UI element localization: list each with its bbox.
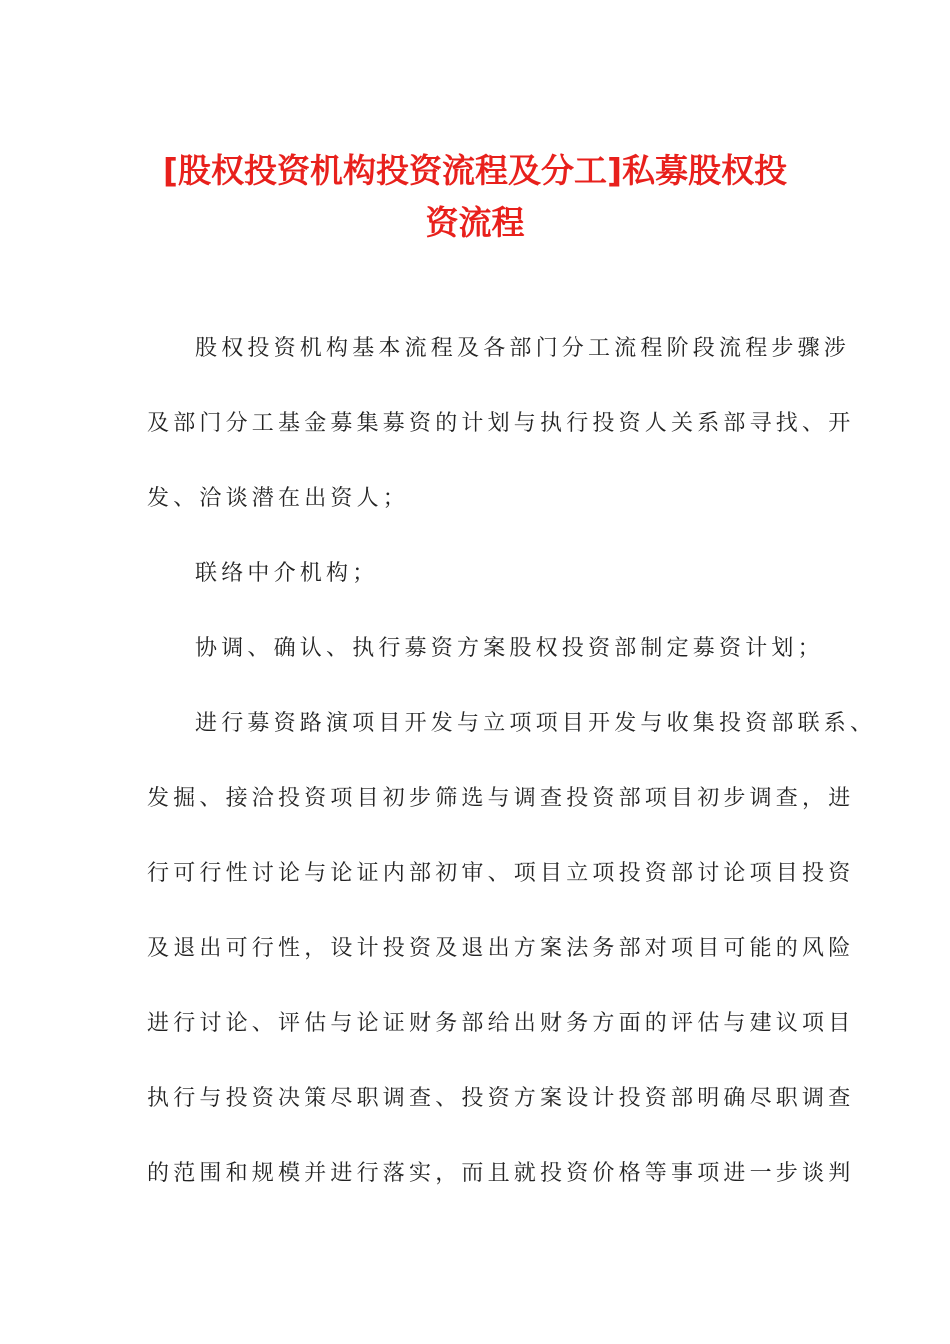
paragraph-line-1: 股权投资机构基本流程及各部门分工流程阶段流程步骤涉 xyxy=(195,336,851,361)
paragraph-line-3: 发、洽谈潜在出资人； xyxy=(147,486,410,511)
document-title-line-1: [股权投资机构投资流程及分工]私募股权投 xyxy=(162,151,788,190)
paragraph-line-8: 行可行性讨论与论证内部初审、项目立项投资部讨论项目投资 xyxy=(147,861,855,886)
paragraph-line-11: 执行与投资决策尽职调查、投资方案设计投资部明确尽职调查 xyxy=(147,1086,855,1111)
paragraph-line-9: 及退出可行性，设计投资及退出方案法务部对项目可能的风险 xyxy=(147,936,855,961)
paragraph-line-10: 进行讨论、评估与论证财务部给出财务方面的评估与建议项目 xyxy=(147,1011,855,1036)
paragraph-line-7: 发掘、接洽投资项目初步筛选与调查投资部项目初步调查，进 xyxy=(147,786,855,811)
paragraph-line-2: 及部门分工基金募集募资的计划与执行投资人关系部寻找、开 xyxy=(147,411,855,436)
document-title-line-2: 资流程 xyxy=(425,203,525,242)
paragraph-line-4: 联络中介机构； xyxy=(195,561,379,586)
paragraph-line-6: 进行募资路演项目开发与立项项目开发与收集投资部联系、 xyxy=(195,711,877,736)
paragraph-line-12: 的范围和规模并进行落实，而且就投资价格等事项进一步谈判 xyxy=(147,1161,855,1186)
paragraph-line-5: 协调、确认、执行募资方案股权投资部制定募资计划； xyxy=(195,636,824,661)
